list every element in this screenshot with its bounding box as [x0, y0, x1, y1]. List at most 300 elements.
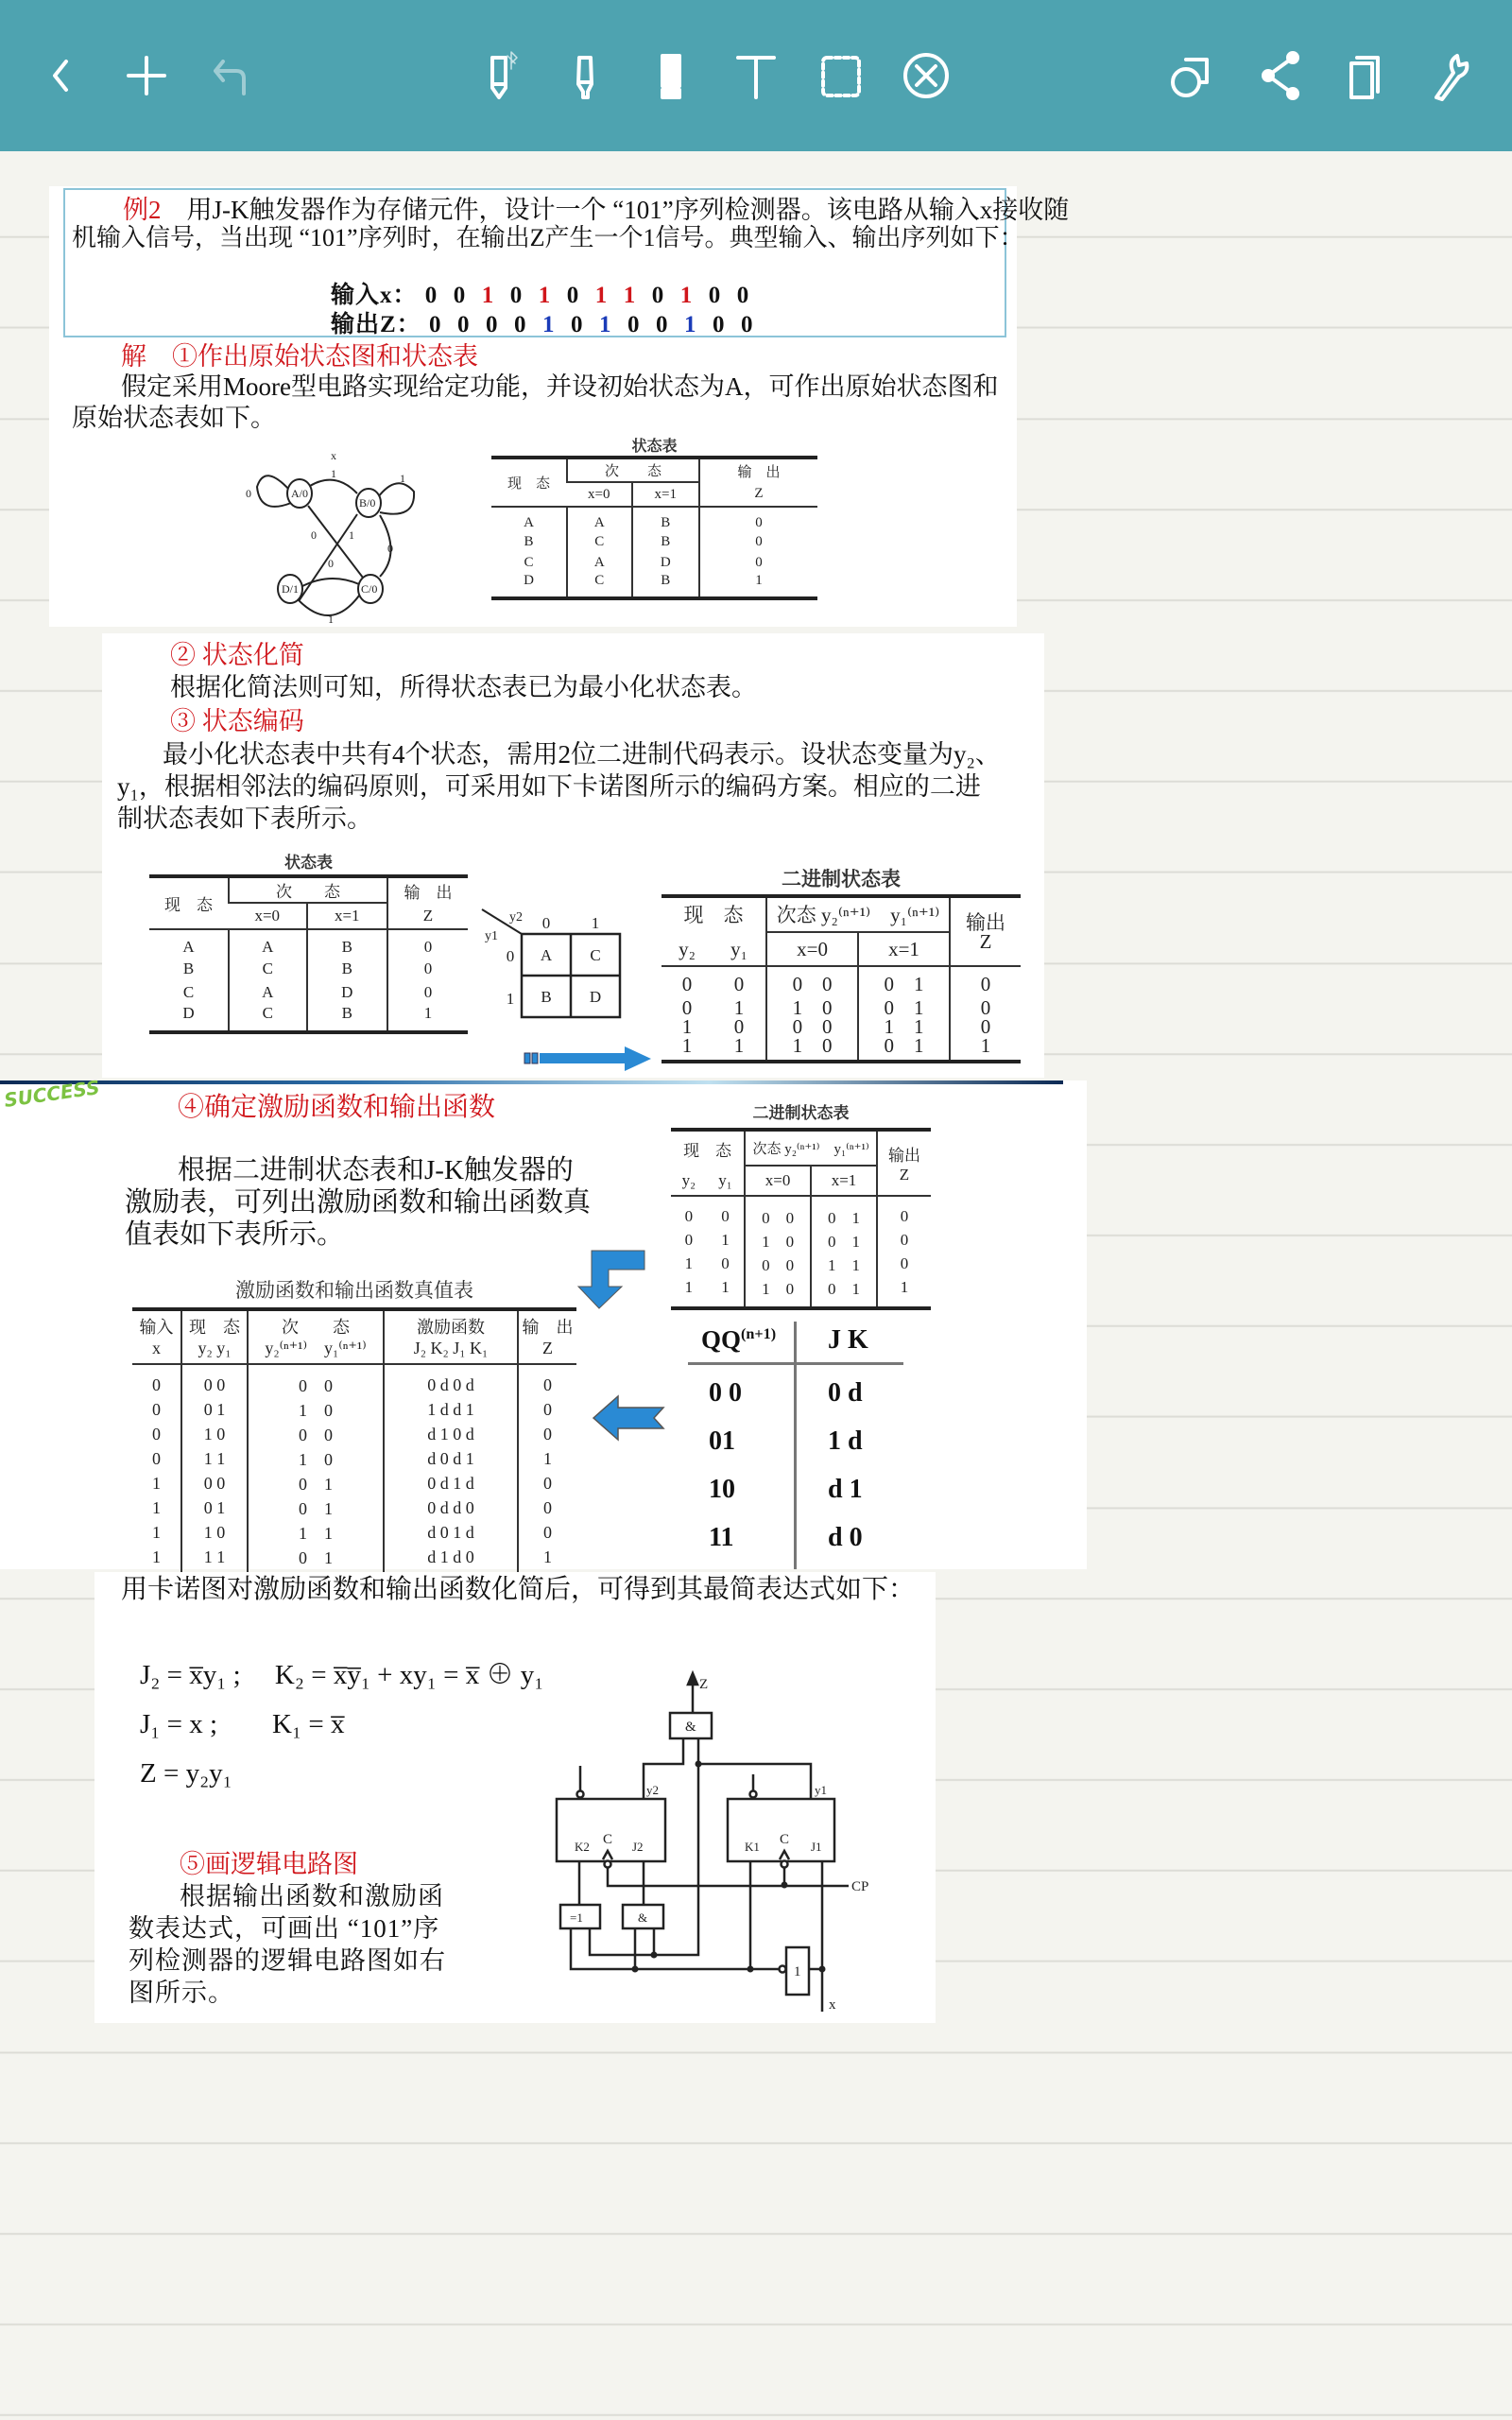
- circuit-label-y1: y1: [815, 1783, 827, 1797]
- table-row: [662, 966, 1021, 994]
- equation-j2-k2: J₂ = x̅y₁ ; K₂ = x̅y̅₁ + xy₁ = x̅ ⊕ y₁: [140, 1660, 544, 1690]
- table-row: [662, 1036, 1021, 1062]
- table-cell: 1: [152, 1497, 161, 1517]
- table-cell: 1: [152, 1473, 161, 1493]
- header-x1: x=1: [632, 482, 699, 507]
- table-cell: 0 d 1 d: [384, 1471, 518, 1495]
- eraser-icon[interactable]: [643, 47, 699, 104]
- kmap-cell: C: [590, 946, 601, 964]
- lasso-select-icon[interactable]: [813, 47, 869, 104]
- table-cell: 0 d d 0: [384, 1495, 518, 1520]
- jk-header-q: $QQ^{(n+1)}$: [701, 1325, 777, 1354]
- table-cell: 1: [518, 1446, 576, 1471]
- header-x0: x=0: [766, 932, 858, 966]
- edge-label: 1: [349, 528, 354, 542]
- kmap-cell: D: [589, 988, 602, 1006]
- edge-label: 0: [246, 487, 251, 500]
- step3-heading: ③ 状态编码: [170, 707, 304, 735]
- sequence-bit: 0: [570, 312, 584, 337]
- header-output: 输 出 Z: [518, 1309, 576, 1364]
- header-x1: x=1: [858, 932, 950, 966]
- sequence-bit: 0: [566, 283, 580, 308]
- edge-label: 1: [400, 472, 405, 485]
- jk-excitation-table: [688, 1322, 903, 1569]
- table-cell: 1 0: [248, 1397, 384, 1422]
- header-present: 现 态 y₂ y₁: [181, 1309, 248, 1364]
- table-cell: 1: [713, 1036, 766, 1062]
- jk-cell: 11: [709, 1523, 734, 1552]
- table-cell: 0: [721, 1206, 730, 1225]
- sequence-bit: 0: [513, 312, 527, 337]
- binary-state-table: [662, 894, 1021, 1063]
- table-row: [491, 507, 817, 531]
- step5-line-1: 根据输出函数和激励函: [180, 1882, 444, 1910]
- undo-icon[interactable]: [203, 47, 260, 104]
- binary-table-title: 二进制状态表: [782, 868, 901, 890]
- table-cell: 1 0: [181, 1520, 248, 1545]
- table-cell: 0: [518, 1422, 576, 1446]
- table-cell: 1: [877, 1275, 931, 1308]
- binary-state-table-small: [671, 1128, 931, 1310]
- sequence-bit: 0: [456, 312, 471, 337]
- sequence-bit: 1: [594, 283, 609, 308]
- header-next: 次 态: [567, 458, 699, 482]
- table-cell: D: [307, 980, 388, 1004]
- edge-label: x: [331, 449, 336, 462]
- table-cell: 0: [152, 1374, 161, 1394]
- table-cell: B: [632, 507, 699, 531]
- sequence-bit: 0: [424, 283, 438, 308]
- table-cell: 1: [671, 1275, 707, 1308]
- jk-flipflop-2: [557, 1799, 665, 1861]
- circuit-label-x: x: [829, 1997, 836, 2013]
- table-cell: A: [524, 515, 534, 530]
- gate-label: =1: [570, 1910, 583, 1925]
- table-cell: 0 1: [858, 1036, 950, 1062]
- table-cell: 0 1: [811, 1196, 877, 1228]
- table-cell: 0: [950, 1017, 1021, 1036]
- header-present: 现 态: [149, 876, 229, 929]
- table-cell: A: [229, 929, 307, 957]
- table-row: [491, 573, 817, 598]
- table-cell: 0: [877, 1252, 931, 1275]
- table-row: [671, 1252, 931, 1275]
- sequence-bit: 0: [712, 312, 726, 337]
- jk-cell: 0 0: [709, 1378, 742, 1408]
- table-cell: 0 0: [248, 1364, 384, 1397]
- sequence-bit: 1: [541, 312, 556, 337]
- output-sequence: [331, 305, 762, 339]
- copy-icon[interactable]: [1337, 47, 1394, 104]
- sequence-bit: 0: [509, 283, 524, 308]
- truth-table: [132, 1307, 576, 1581]
- table-cell: d 1 d 0: [384, 1545, 518, 1579]
- sequence-bit: 1: [598, 312, 612, 337]
- right-arrow-icon: [523, 1045, 655, 1073]
- table-cell: 0: [152, 1399, 161, 1419]
- gate-label: &: [685, 1720, 696, 1735]
- node-label: B/0: [359, 496, 376, 510]
- table-cell: 0 1: [811, 1228, 877, 1252]
- table-cell: A: [182, 938, 195, 956]
- table-cell: B: [524, 533, 534, 549]
- down-left-arrow-icon: [576, 1249, 647, 1310]
- state-table-title: 状态表: [631, 439, 678, 455]
- circuit-label-z: Z: [699, 1677, 709, 1692]
- settings-wrench-icon[interactable]: [1422, 47, 1479, 104]
- slide-excitation: [0, 1076, 1087, 1569]
- header-next: 次 态: [229, 876, 387, 903]
- table-cell: 1 1: [811, 1252, 877, 1275]
- state-table-title: 状态表: [284, 854, 333, 872]
- table-row: [671, 1196, 931, 1228]
- table-cell: A: [229, 980, 307, 1004]
- header-x0: x=0: [229, 903, 307, 929]
- kmap-col-label: 1: [591, 914, 600, 932]
- table-cell: 0: [152, 1424, 161, 1443]
- edge-label: 1: [328, 613, 334, 624]
- share-icon[interactable]: [1252, 47, 1309, 104]
- table-cell: 0 1: [248, 1495, 384, 1520]
- pin-label: C: [780, 1832, 790, 1847]
- jk-cell: 1 d: [828, 1426, 863, 1456]
- step2-heading: ② 状态化简: [170, 641, 304, 669]
- table-cell: 0 0: [181, 1364, 248, 1397]
- table-cell: 0: [518, 1520, 576, 1545]
- truth-table-title: 激励函数和输出函数真值表: [235, 1279, 473, 1302]
- table-cell: D: [632, 552, 699, 573]
- table-cell: 1 1: [181, 1446, 248, 1471]
- header-excitation: 激励函数 J₂ K₂ J₁ K₁: [384, 1309, 518, 1364]
- table-cell: d 0 d 1: [384, 1446, 518, 1471]
- gate-label: 1: [794, 1964, 801, 1979]
- sequence-bit: 0: [428, 312, 442, 337]
- table-cell: d 1 0 d: [384, 1422, 518, 1446]
- table-cell: 0: [721, 1253, 730, 1272]
- table-row: [491, 531, 817, 552]
- jk-cell: d 0: [828, 1523, 863, 1552]
- step3-line-3: 制状态表如下表所示。: [117, 804, 372, 833]
- table-cell: 0 0: [766, 966, 858, 994]
- output-label: 输出Z：: [331, 312, 421, 337]
- table-cell: 0: [684, 1230, 694, 1249]
- table-cell: 0: [950, 994, 1021, 1017]
- sequence-bit: 0: [708, 283, 722, 308]
- table-row: [132, 1495, 576, 1520]
- table-cell: 0: [877, 1196, 931, 1228]
- slide-problem: [49, 186, 1070, 627]
- table-cell: 1 0: [181, 1422, 248, 1446]
- slide-circuit: [94, 1572, 936, 2023]
- jk-cell: 01: [709, 1426, 735, 1456]
- table-cell: C: [567, 573, 632, 598]
- table-cell: B: [307, 929, 388, 957]
- table-cell: 0 0: [766, 1017, 858, 1036]
- left-arrow-icon: [592, 1394, 667, 1442]
- karnaugh-map: [480, 908, 650, 1059]
- sequence-bit: 0: [655, 312, 669, 337]
- table-cell: 0 d 0 d: [384, 1364, 518, 1397]
- header-y1: y₁: [713, 932, 766, 966]
- highlighter-icon[interactable]: [558, 47, 614, 104]
- header-z: Z: [387, 903, 468, 929]
- table-cell: 0: [950, 966, 1021, 994]
- table-cell: 0 0: [181, 1471, 248, 1495]
- sequence-bit: 1: [481, 283, 495, 308]
- table-cell: 1: [518, 1545, 576, 1579]
- success-logo: SUCCESS: [2, 1076, 101, 1112]
- jk-cell: d 1: [828, 1475, 863, 1504]
- step5-heading: ⑤画逻辑电路图: [180, 1850, 358, 1878]
- table-cell: 0: [518, 1397, 576, 1422]
- node-label: C/0: [361, 582, 378, 596]
- table-cell: C: [229, 957, 307, 980]
- sequence-bit: 0: [627, 312, 641, 337]
- logic-circuit-diagram: [539, 1664, 888, 2023]
- table-cell: 1 1: [248, 1520, 384, 1545]
- solution-para-2: 原始状态表如下。: [72, 404, 276, 432]
- table-cell: 1 0: [745, 1228, 811, 1252]
- header-next: 次态 y₂⁽ⁿ⁺¹⁾ y₁⁽ⁿ⁺¹⁾: [745, 1130, 877, 1166]
- header-z: Z: [699, 482, 817, 507]
- table-cell: 1: [132, 1545, 181, 1579]
- table-row: [149, 929, 468, 957]
- header-next: 次 态 y₂⁽ⁿ⁺¹⁾ y₁⁽ⁿ⁺¹⁾: [248, 1309, 384, 1364]
- kmap-col-label: 0: [541, 914, 551, 932]
- state-table-copy: [149, 874, 468, 1034]
- jk-cell: 10: [709, 1475, 735, 1504]
- table-cell: B: [632, 531, 699, 552]
- table-cell: 0: [518, 1495, 576, 1520]
- table-cell: 1: [662, 1036, 713, 1062]
- kmap-y2-label: y2: [509, 910, 523, 925]
- sequence-bit: 1: [538, 283, 552, 308]
- header-output: 输 出: [699, 458, 817, 482]
- table-cell: C: [182, 982, 195, 1001]
- step5-line-3: 列检测器的逻辑电路图如右: [129, 1946, 446, 1975]
- binary-table-title: 二进制状态表: [752, 1104, 850, 1122]
- state-table: [491, 456, 817, 600]
- table-cell: 1: [733, 996, 745, 1019]
- table-row: [132, 1446, 576, 1471]
- edge-label: 1: [331, 467, 336, 480]
- step4-line-3: 值表如下表所示。: [125, 1219, 345, 1250]
- table-cell: 1: [950, 1036, 1021, 1062]
- table-cell: 0: [699, 531, 817, 552]
- table-cell: 1: [681, 1015, 693, 1038]
- pin-label: K1: [745, 1840, 760, 1854]
- jk-header-jk: J K: [828, 1325, 868, 1355]
- table-cell: 1 1: [181, 1545, 248, 1579]
- shapes-icon[interactable]: [1164, 47, 1221, 104]
- table-cell: 1 0: [766, 994, 858, 1017]
- circuit-label-cp: CP: [851, 1879, 869, 1894]
- table-cell: 0 0: [745, 1196, 811, 1228]
- table-cell: 0 1: [811, 1275, 877, 1308]
- table-cell: C: [567, 531, 632, 552]
- table-cell: 0: [733, 1015, 745, 1038]
- sequence-bit: 0: [651, 283, 665, 308]
- table-cell: 0: [733, 973, 745, 995]
- step5-line-2: 数表达式，可画出 “101”序: [129, 1914, 440, 1943]
- kmap-cell: A: [540, 946, 553, 964]
- table-cell: C: [229, 1004, 307, 1032]
- header-y2: y₂: [662, 932, 713, 966]
- back-icon[interactable]: [33, 47, 90, 104]
- kmap-row-label: 1: [506, 990, 515, 1008]
- sequence-bit: 0: [453, 283, 467, 308]
- table-row: [132, 1364, 576, 1397]
- table-cell: 0 1: [858, 994, 950, 1017]
- edge-label: 0: [328, 557, 334, 570]
- table-row: [132, 1422, 576, 1446]
- header-y2: y₂: [671, 1166, 707, 1196]
- table-cell: 1: [684, 1253, 694, 1272]
- kmap-cell: B: [541, 988, 552, 1006]
- header-output: 输出 Z: [950, 896, 1021, 966]
- header-input: 输入 x: [132, 1309, 181, 1364]
- step2-text: 根据化简法则可知，所得状态表已为最小化状态表。: [170, 673, 757, 701]
- table-cell: B: [182, 959, 195, 977]
- table-row: [671, 1275, 931, 1308]
- header-x0: x=0: [567, 482, 632, 507]
- sequence-bit: 1: [683, 312, 697, 337]
- table-row: [149, 957, 468, 980]
- table-cell: 0: [152, 1448, 161, 1468]
- table-cell: 1 0: [766, 1036, 858, 1062]
- gate-label: &: [638, 1910, 648, 1925]
- table-cell: 0: [684, 1206, 694, 1225]
- text-icon[interactable]: [728, 47, 784, 104]
- slide-encoding: [102, 633, 1044, 1078]
- header-output: 输 出: [387, 876, 468, 903]
- node-label: D/1: [282, 582, 299, 596]
- table-cell: 0 1: [181, 1397, 248, 1422]
- table-cell: 1 1: [858, 1017, 950, 1036]
- table-cell: 0 1: [181, 1495, 248, 1520]
- pin-label: C: [603, 1832, 613, 1847]
- equation-z: Z = y₂y₁: [140, 1758, 232, 1789]
- header-y1: y₁: [707, 1166, 745, 1196]
- header-present: 现 态: [671, 1130, 745, 1166]
- table-row: [132, 1520, 576, 1545]
- table-cell: 0: [699, 507, 817, 531]
- table-cell: 0 0: [248, 1422, 384, 1446]
- slide-top-rule: [0, 1080, 1063, 1084]
- kmap-y1-label: y1: [485, 929, 498, 943]
- table-cell: D: [149, 1004, 229, 1032]
- sequence-bit: 0: [740, 312, 754, 337]
- table-cell: C: [524, 554, 534, 570]
- table-cell: 0 1: [858, 966, 950, 994]
- add-icon[interactable]: [118, 47, 175, 104]
- table-cell: B: [632, 573, 699, 598]
- step3-line-2: y₁，根据相邻法的编码原则，可采用如下卡诺图所示的编码方案。相应的二进: [117, 772, 981, 801]
- table-cell: A: [567, 507, 632, 531]
- table-cell: 1 0: [745, 1275, 811, 1308]
- pen-icon[interactable]: [472, 47, 529, 104]
- table-row: [132, 1397, 576, 1422]
- header-present: 现 态: [662, 896, 766, 932]
- sequence-bit: 0: [485, 312, 499, 337]
- table-cell: B: [307, 1004, 388, 1032]
- input-label: 输入x：: [331, 283, 418, 308]
- step4-heading: ④确定激励函数和输出函数: [178, 1093, 496, 1122]
- kmap-row-label: 0: [506, 947, 515, 965]
- header-x0: x=0: [745, 1166, 811, 1196]
- table-cell: 0: [518, 1364, 576, 1397]
- table-cell: 1: [699, 573, 817, 598]
- table-cell: 0 1: [248, 1471, 384, 1495]
- table-cell: 1: [707, 1275, 745, 1308]
- table-cell: 1: [387, 1004, 468, 1032]
- header-x1: x=1: [811, 1166, 877, 1196]
- table-cell: 1: [152, 1522, 161, 1542]
- step4-line-1: 根据二进制状态表和J-K触发器的: [178, 1155, 574, 1185]
- example-label: 例2: [123, 196, 162, 224]
- table-row: [662, 1017, 1021, 1036]
- header-output: 输出 Z: [877, 1130, 931, 1196]
- node-label: A/0: [291, 487, 308, 500]
- table-cell: 0 0: [745, 1252, 811, 1275]
- solution-para-1: 假定采用Moore型电路实现给定功能，并设初始状态为A，可作出原始状态图和: [121, 372, 999, 401]
- pin-label: J1: [811, 1840, 822, 1854]
- table-row: [132, 1471, 576, 1495]
- table-cell: 0: [387, 929, 468, 957]
- table-row: [662, 994, 1021, 1017]
- clear-icon[interactable]: [898, 47, 954, 104]
- top-toolbar: [0, 0, 1512, 151]
- table-cell: 0 1: [248, 1545, 384, 1579]
- table-row: [491, 552, 817, 573]
- jk-header-rule: [688, 1362, 903, 1365]
- sequence-bit: 0: [736, 283, 750, 308]
- pin-label: J2: [632, 1840, 644, 1854]
- pin-label: K2: [575, 1840, 590, 1854]
- table-cell: A: [567, 552, 632, 573]
- table-cell: 1: [721, 1230, 730, 1249]
- header-x1: x=1: [307, 903, 388, 929]
- simplify-intro: 用卡诺图对激励函数和输出函数化简后，可得到其最简表达式如下：: [121, 1575, 916, 1604]
- table-cell: 1 d d 1: [384, 1397, 518, 1422]
- step5-line-4: 图所示。: [129, 1979, 234, 2007]
- problem-text: 用J-K触发器作为存储元件，设计一个 “101”序列检测器。该电路从输入x接收随: [186, 196, 1070, 224]
- edge-label: 0: [311, 528, 317, 542]
- table-cell: d 0 1 d: [384, 1520, 518, 1545]
- table-cell: 0: [681, 996, 693, 1019]
- header-present: 现 态: [491, 458, 567, 507]
- table-cell: 0: [699, 552, 817, 573]
- table-cell: D: [491, 573, 567, 598]
- solution-heading: 解 ①作出原始状态图和状态表: [121, 342, 478, 371]
- jk-divider: [794, 1322, 797, 1569]
- jk-cell: 0 d: [828, 1378, 863, 1408]
- problem-line-2: 机输入信号，当出现 “101”序列时，在输出Z产生一个1信号。典型输入、输出序列如下：: [72, 224, 1024, 251]
- step3-line-1: 最小化状态表中共有4个状态，需用2位二进制代码表示。设状态变量为y₂、: [163, 740, 1001, 769]
- table-cell: 0: [877, 1228, 931, 1252]
- problem-line-1: [123, 194, 1069, 226]
- table-cell: 1 0: [248, 1446, 384, 1471]
- table-row: [671, 1228, 931, 1252]
- table-cell: 0: [518, 1471, 576, 1495]
- table-row: [149, 980, 468, 1004]
- table-cell: B: [307, 957, 388, 980]
- table-row: [149, 1004, 468, 1032]
- equation-j1-k1: J₁ = x ; K₁ = x̅: [140, 1709, 345, 1739]
- edge-label: 0: [387, 542, 393, 555]
- table-cell: 0: [681, 973, 693, 995]
- sequence-bit: 1: [679, 283, 694, 308]
